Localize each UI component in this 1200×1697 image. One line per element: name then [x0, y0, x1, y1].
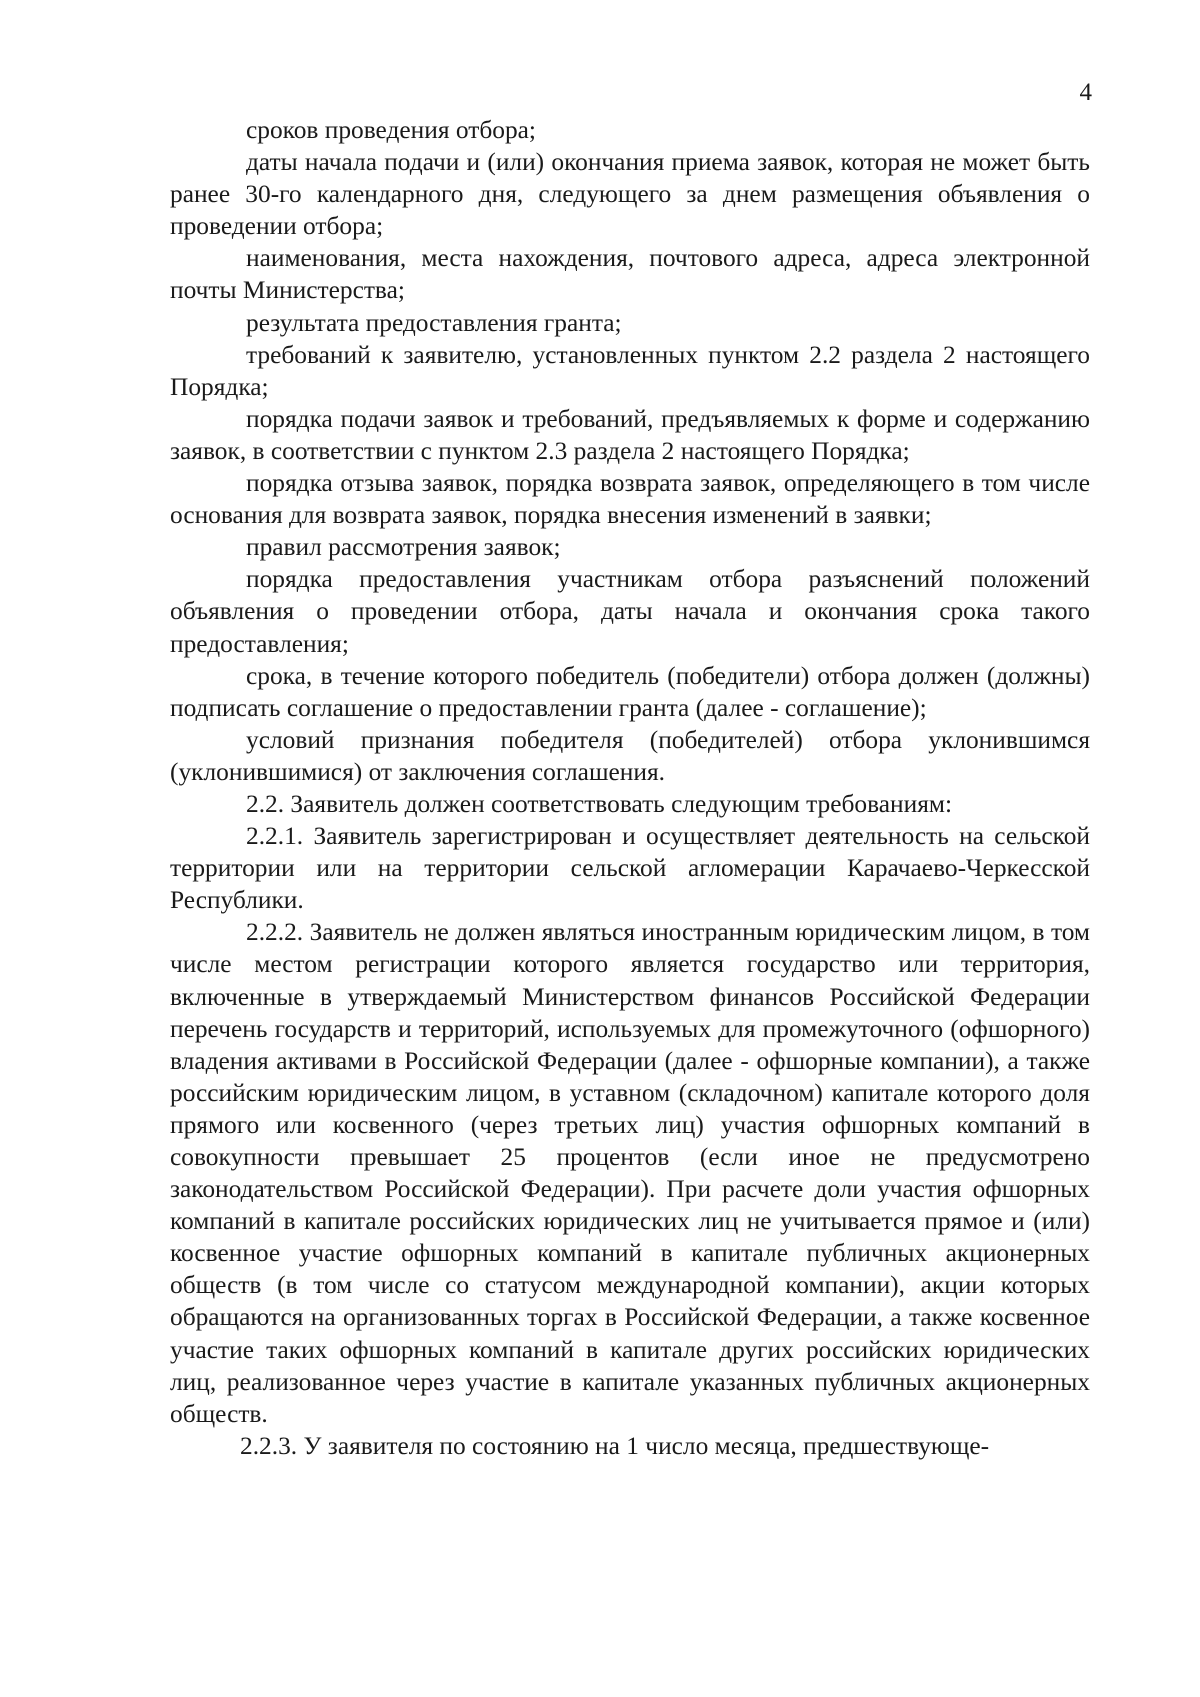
paragraph-section-2-2-1: 2.2.1. Заявитель зарегистрирован и осуществляет деятельность на сельской территории или на территории сельской агломерации Карачаево-Черкесской Республики. — [170, 822, 1090, 915]
paragraph-grant-result: результата предоставления гранта; — [246, 308, 622, 337]
paragraph-application-dates: даты начала подачи и (или) окончания приема заявок, которая не может быть ранее 30-го календарного дня, следующего за днем размещения объявления о проведении отбора; — [170, 148, 1090, 241]
paragraph-applicant-requirements: требований к заявителю, установленных пунктом 2.2 раздела 2 настоящего Порядка; — [170, 340, 1090, 401]
paragraph-section-2-2: 2.2. Заявитель должен соответствовать следующим требованиям: — [246, 789, 953, 818]
paragraph-evasion-conditions: условий признания победителя (победителей) отбора уклонившимся (уклонившимися) от заключения соглашения. — [170, 725, 1090, 786]
paragraph-submission-procedure: порядка подачи заявок и требований, предъявляемых к форме и содержанию заявок, в соответствии с пунктом 2.3 раздела 2 настоящего Порядка; — [170, 404, 1090, 465]
paragraph-review-rules: правил рассмотрения заявок; — [246, 533, 561, 562]
paragraph-ministry-contacts: наименования, места нахождения, почтового адреса, адреса электронной почты Министерства; — [170, 244, 1090, 305]
paragraph-section-2-2-2: 2.2.2. Заявитель не должен являться иностранным юридическим лицом, в том числе местом регистрации которого является государство или территория, включенные в утверждаемый Министерством финансов Российской Федерации перечень государств и территорий, используемых для промежуточного (офшорного) владения активами в Российской Федерации (далее - офшорные компании), а также российским юридическим лицом, в уставном (складочном) капитале которого доля прямого или косвенного (через третьих лиц) участия офшорных компаний в совокупности превышает 25 процентов (если иное не предусмотрено законодательством Российской Федерации). При расчете доли участия офшорных компаний в капитале российских юридических лиц не учитывается прямое и (или) косвенное участие офшорных компаний в капитале публичных акционерных обществ (в том числе со статусом международной компании), акции которых обращаются на организованных торгах в Российской Федерации, а также косвенное участие таких офшорных компаний в капитале других российских юридических лиц, реализованное через участие в капитале указанных публичных акционерных обществ. — [170, 918, 1090, 1428]
paragraph-deadlines: сроков проведения отбора; — [246, 116, 536, 144]
paragraph-withdrawal-procedure: порядка отзыва заявок, порядка возврата заявок, определяющего в том числе основания для возврата заявок, порядка внесения изменений в заявки; — [170, 469, 1090, 530]
paragraph-clarifications: порядка предоставления участникам отбора разъяснений положений объявления о проведении отбора, даты начала и окончания срока такого предоставления; — [170, 565, 1090, 658]
page-number: 4 — [1079, 79, 1092, 106]
paragraph-agreement-deadline: срока, в течение которого победитель (победители) отбора должен (должны) подписать соглашение о предоставлении гранта (далее - соглашение); — [170, 661, 1090, 722]
paragraph-section-2-2-3: 2.2.3. У заявителя по состоянию на 1 число месяца, предшествующе- — [240, 1431, 990, 1460]
document-body — [170, 114, 1090, 1462]
